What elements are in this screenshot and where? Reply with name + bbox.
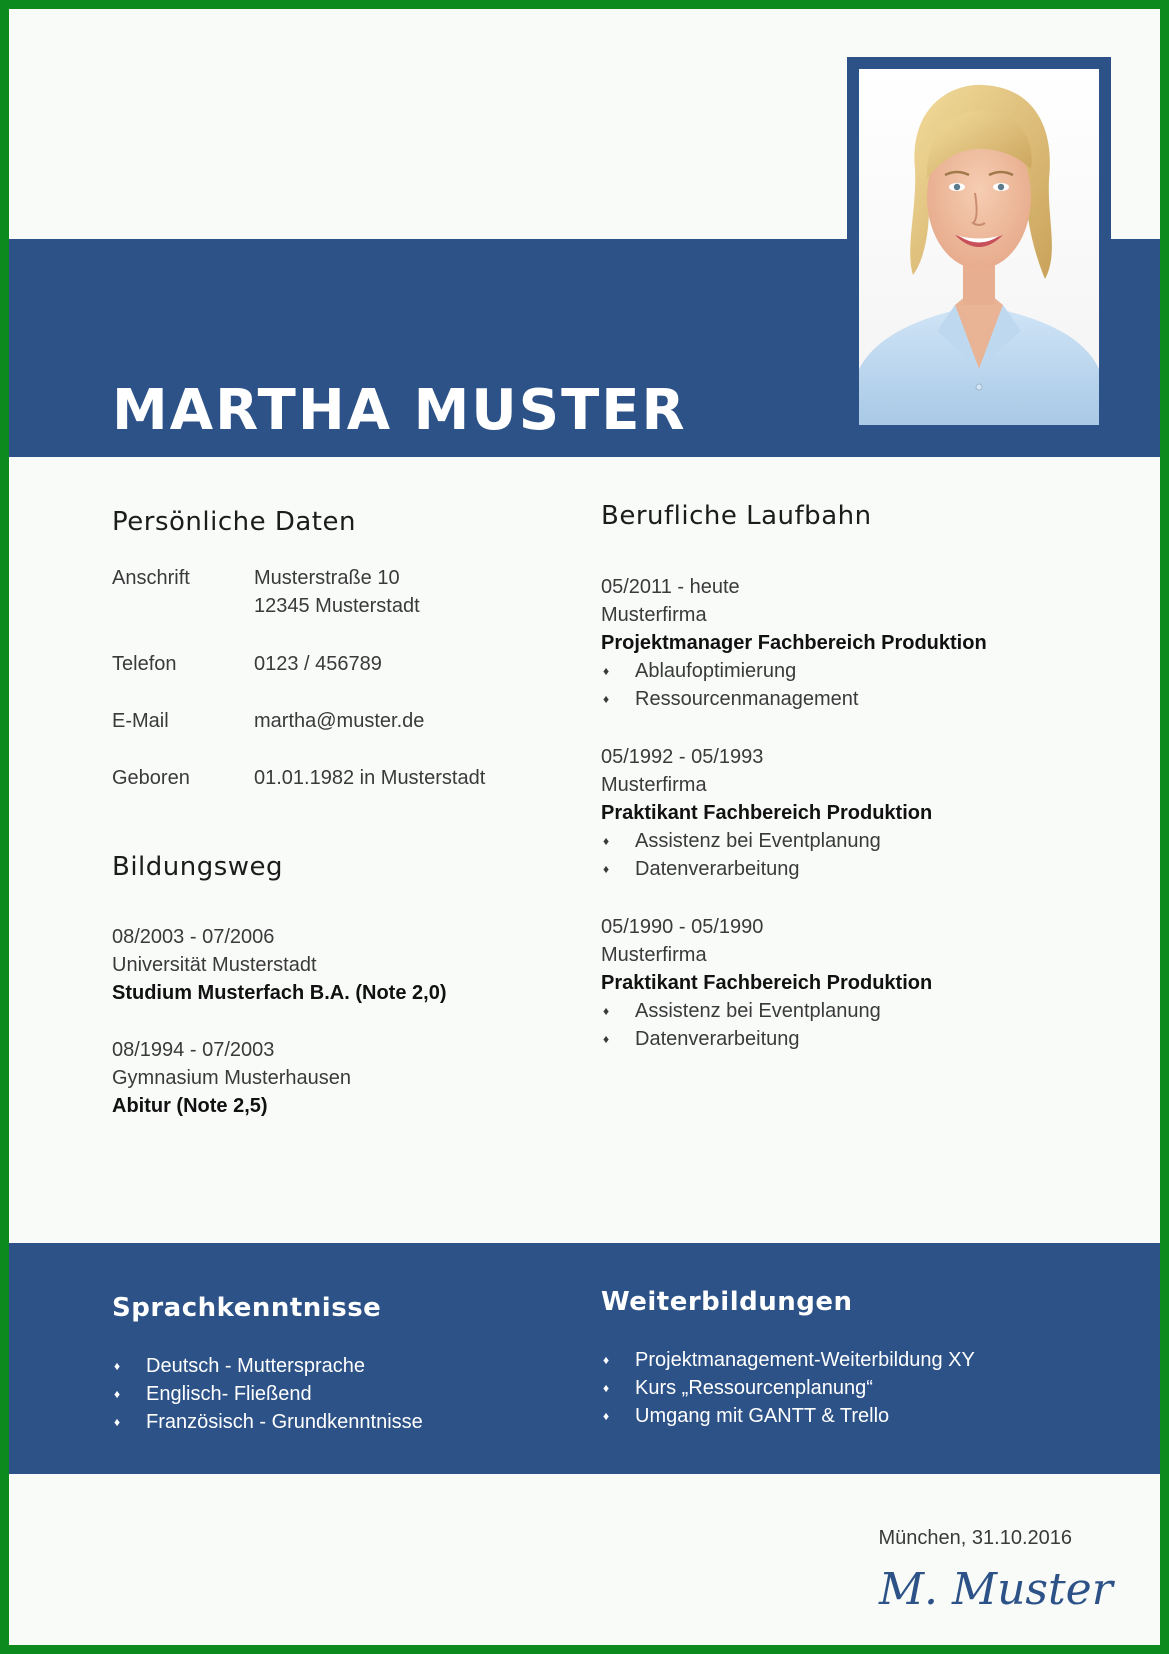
languages-heading: Sprachkenntnisse bbox=[112, 1293, 382, 1323]
career-tasks bbox=[601, 657, 987, 713]
education-place: Universität Musterstadt bbox=[112, 954, 317, 976]
career-tasks bbox=[601, 827, 932, 883]
education-entry bbox=[112, 1036, 351, 1120]
signature: M. Muster bbox=[879, 1564, 1113, 1615]
career-task: Ressourcenmanagement bbox=[635, 688, 859, 710]
address-value bbox=[254, 564, 420, 620]
birth-label: Geboren bbox=[112, 767, 190, 789]
education-title: Studium Musterfach B.A. (Note 2,0) bbox=[112, 982, 447, 1004]
personal-row-email bbox=[112, 707, 552, 735]
list-item bbox=[601, 1346, 975, 1374]
list-item bbox=[112, 1408, 423, 1436]
career-entry bbox=[601, 743, 932, 883]
list-item bbox=[601, 685, 987, 713]
address-line-city: 12345 Musterstadt bbox=[254, 595, 420, 617]
bullet-diamond-icon: ♦ bbox=[114, 1387, 121, 1401]
language-item: Deutsch - Muttersprache bbox=[146, 1355, 365, 1377]
bullet-diamond-icon: ♦ bbox=[114, 1415, 121, 1429]
bullet-diamond-icon: ♦ bbox=[603, 664, 610, 678]
list-item bbox=[601, 855, 932, 883]
career-company: Musterfirma bbox=[601, 604, 707, 626]
bullet-diamond-icon: ♦ bbox=[603, 1032, 610, 1046]
list-item bbox=[601, 1402, 975, 1430]
birth-value bbox=[254, 764, 485, 792]
education-entry bbox=[112, 923, 446, 1007]
applicant-photo bbox=[859, 69, 1099, 425]
phone-label: Telefon bbox=[112, 653, 177, 675]
bullet-diamond-icon: ♦ bbox=[603, 1004, 610, 1018]
applicant-name: MARTHA MUSTER bbox=[112, 378, 687, 443]
career-task: Assistenz bei Eventplanung bbox=[635, 1000, 881, 1022]
training-item: Projektmanagement-Weiterbildung XY bbox=[635, 1349, 975, 1371]
email-label: E-Mail bbox=[112, 710, 169, 732]
career-title: Praktikant Fachbereich Produktion bbox=[601, 802, 933, 824]
education-place: Gymnasium Musterhausen bbox=[112, 1067, 351, 1089]
career-date: 05/1992 - 05/1993 bbox=[601, 746, 764, 768]
bullet-diamond-icon: ♦ bbox=[603, 834, 610, 848]
bullet-diamond-icon: ♦ bbox=[603, 1409, 610, 1423]
career-title: Projektmanager Fachbereich Produktion bbox=[601, 632, 987, 654]
education-heading: Bildungsweg bbox=[112, 852, 284, 882]
career-company: Musterfirma bbox=[601, 774, 707, 796]
bullet-diamond-icon: ♦ bbox=[114, 1359, 121, 1373]
personal-row-phone bbox=[112, 650, 552, 678]
list-item bbox=[112, 1380, 423, 1408]
career-date: 05/2011 - heute bbox=[601, 576, 740, 598]
personal-data-heading: Persönliche Daten bbox=[112, 507, 356, 537]
career-entry bbox=[601, 913, 932, 1053]
career-task: Datenverarbeitung bbox=[635, 858, 800, 880]
career-title: Praktikant Fachbereich Produktion bbox=[601, 972, 933, 994]
career-date: 05/1990 - 05/1990 bbox=[601, 916, 764, 938]
career-company: Musterfirma bbox=[601, 944, 707, 966]
personal-row-address bbox=[112, 564, 552, 620]
list-item bbox=[112, 1352, 423, 1380]
career-task: Assistenz bei Eventplanung bbox=[635, 830, 881, 852]
education-date: 08/2003 - 07/2006 bbox=[112, 926, 275, 948]
language-item: Englisch- Fließend bbox=[146, 1383, 312, 1405]
bullet-diamond-icon: ♦ bbox=[603, 862, 610, 876]
list-item bbox=[601, 997, 932, 1025]
birth-date-place: 01.01.1982 in Musterstadt bbox=[254, 767, 486, 789]
list-item bbox=[601, 657, 987, 685]
language-item: Französisch - Grundkenntnisse bbox=[146, 1411, 423, 1433]
phone-number: 0123 / 456789 bbox=[254, 653, 382, 675]
education-date: 08/1994 - 07/2003 bbox=[112, 1039, 275, 1061]
education-title: Abitur (Note 2,5) bbox=[112, 1095, 268, 1117]
place-date: München, 31.10.2016 bbox=[878, 1527, 1072, 1549]
email-address[interactable]: martha@muster.de bbox=[254, 710, 425, 732]
training-item: Kurs „Ressourcenplanung“ bbox=[635, 1377, 873, 1399]
bullet-diamond-icon: ♦ bbox=[603, 692, 610, 706]
address-line-street: Musterstraße 10 bbox=[254, 567, 400, 589]
personal-row-birth bbox=[112, 764, 552, 792]
email-value[interactable] bbox=[254, 707, 424, 735]
career-heading: Berufliche Laufbahn bbox=[601, 501, 872, 531]
bullet-diamond-icon: ♦ bbox=[603, 1353, 610, 1367]
languages-list bbox=[112, 1352, 423, 1436]
list-item bbox=[601, 1374, 975, 1402]
training-item: Umgang mit GANTT & Trello bbox=[635, 1405, 890, 1427]
career-entry bbox=[601, 573, 987, 713]
career-task: Ablaufoptimierung bbox=[635, 660, 797, 682]
address-label: Anschrift bbox=[112, 567, 190, 589]
training-list bbox=[601, 1346, 975, 1430]
bullet-diamond-icon: ♦ bbox=[603, 1381, 610, 1395]
career-task: Datenverarbeitung bbox=[635, 1028, 800, 1050]
training-heading: Weiterbildungen bbox=[601, 1287, 853, 1317]
career-tasks bbox=[601, 997, 932, 1053]
list-item bbox=[601, 1025, 932, 1053]
photo-frame bbox=[847, 57, 1111, 443]
phone-value bbox=[254, 650, 382, 678]
list-item bbox=[601, 827, 932, 855]
